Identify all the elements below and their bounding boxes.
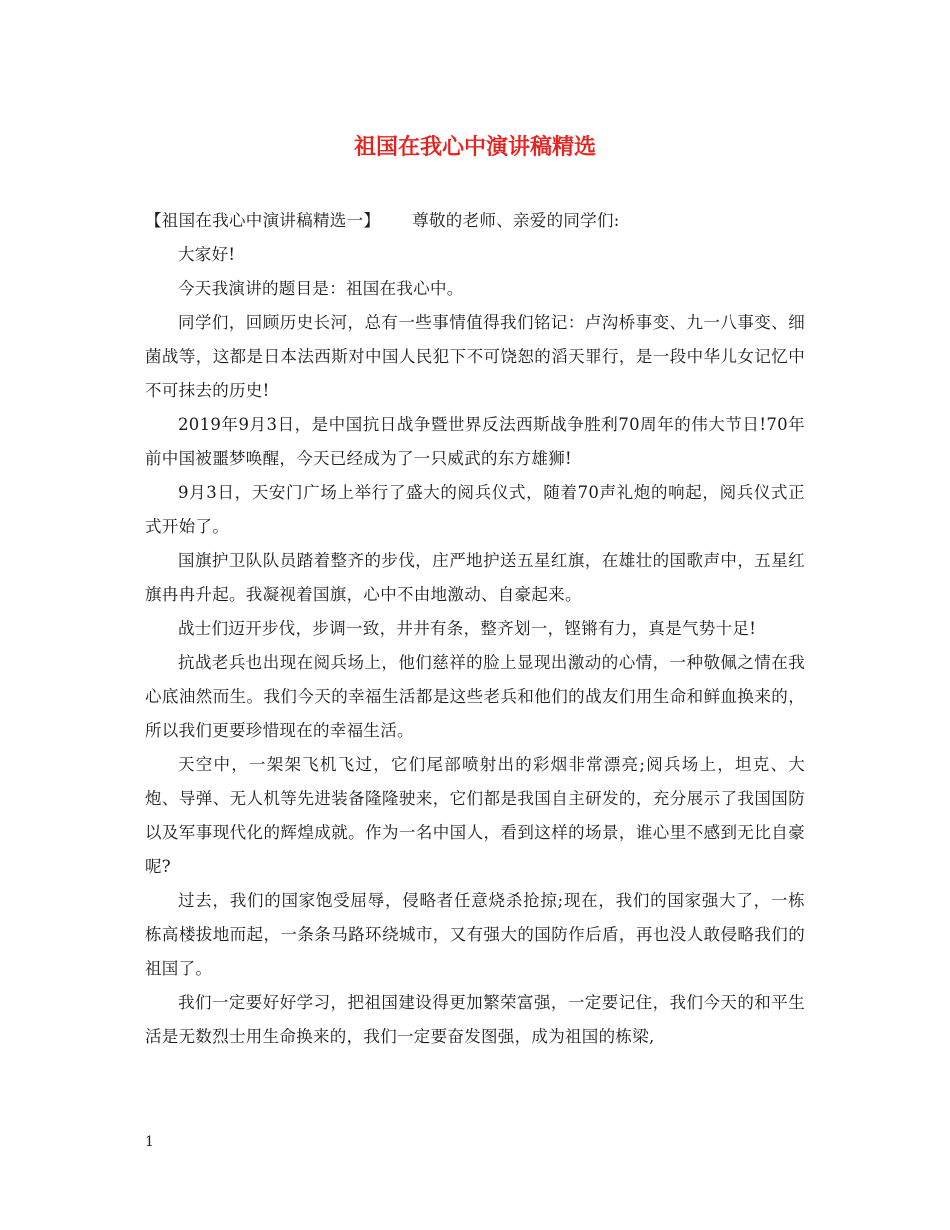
paragraph: 过去，我们的国家饱受屈辱，侵略者任意烧杀抢掠;现在，我们的国家强大了，一栋栋高楼拔地而起，一条条马路环绕城市，又有强大的国防作后盾，再也没人敢侵略我们的祖国了。 — [145, 891, 805, 978]
paragraph: 抗战老兵也出现在阅兵场上，他们慈祥的脸上显现出激动的心情，一种敬佩之情在我心底油然而生。我们今天的幸福生活都是这些老兵和他们的战友们用生命和鲜血换来的，所以我们更要珍惜现在的幸福生活。 — [145, 653, 805, 740]
paragraph: 大家好! — [178, 245, 236, 264]
document-title: 祖国在我心中演讲稿精选 — [353, 135, 596, 160]
page-number: 1 — [145, 1134, 154, 1150]
paragraph: 同学们，回顾历史长河，总有一些事情值得我们铭记：卢沟桥事变、九一八事变、细菌战等，这都是日本法西斯对中国人民犯下不可饶恕的滔天罪行，是一段中华儿女记忆中不可抹去的历史! — [145, 313, 805, 400]
salutation: 尊敬的老师、亲爱的同学们: — [412, 211, 620, 230]
paragraph: 今天我演讲的题目是：祖国在我心中。 — [178, 279, 464, 298]
paragraph: 天空中，一架架飞机飞过，它们尾部喷射出的彩烟非常漂亮;阅兵场上，坦克、大炮、导弹、无人机等先进装备隆隆驶来，它们都是我国自主研发的，充分展示了我国国防以及军事现代化的辉煌成就。作为一名中国人，看到这样的场景，谁心里不感到无比自豪呢? — [145, 755, 805, 876]
paragraph: 9月3日，天安门广场上举行了盛大的阅兵仪式，随着70声礼炮的响起，阅兵仪式正式开始了。 — [145, 483, 805, 536]
document-body — [145, 204, 805, 1054]
paragraph: 战士们迈开步伐，步调一致，井井有条，整齐划一，铿锵有力，真是气势十足! — [178, 619, 757, 638]
opening-line — [145, 204, 805, 238]
paragraph: 2019年9月3日，是中国抗日战争暨世界反法西斯战争胜利70周年的伟大节日!70年前中国被噩梦唤醒，今天已经成为了一只威武的东方雄狮! — [145, 415, 805, 468]
paragraph: 国旗护卫队队员踏着整齐的步伐，庄严地护送五星红旗，在雄壮的国歌声中，五星红旗冉冉升起。我凝视着国旗，心中不由地激动、自豪起来。 — [145, 551, 805, 604]
section-heading: 【祖国在我心中演讲稿精选一】 — [145, 211, 381, 230]
paragraph: 我们一定要好好学习，把祖国建设得更加繁荣富强，一定要记住，我们今天的和平生活是无数烈士用生命换来的，我们一定要奋发图强，成为祖国的栋梁, — [145, 993, 805, 1046]
